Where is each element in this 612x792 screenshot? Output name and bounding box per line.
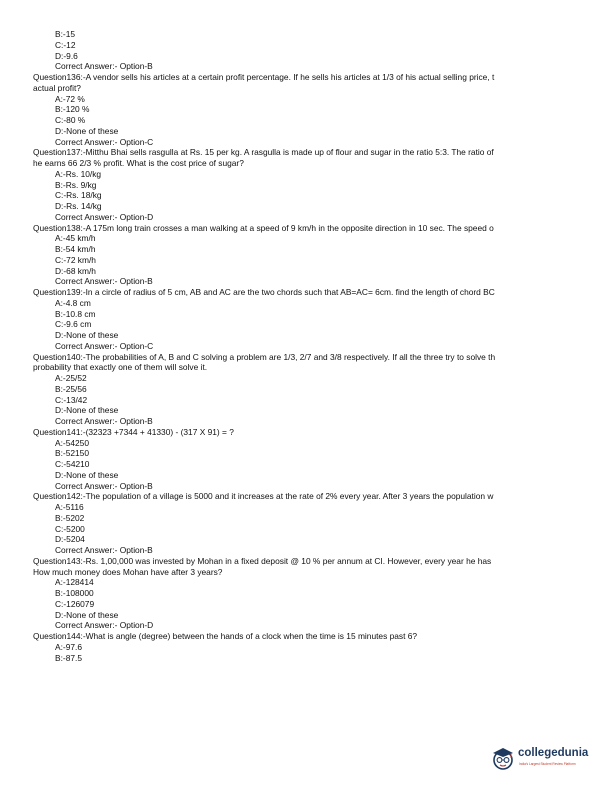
answer-option: A:-97.6 xyxy=(55,641,83,652)
answer-option: B:-10.8 cm xyxy=(55,308,96,319)
question-text-continued: How much money does Mohan have after 3 years? xyxy=(33,566,223,577)
answer-option: B:-5202 xyxy=(55,512,85,523)
answer-option: A:-5116 xyxy=(55,502,84,512)
correct-answer: Correct Answer:- Option-B xyxy=(55,480,153,491)
question-text: Question140:-The probabilities of A, B and C solving a problem are 1/3, 2/7 and 3/8 respectively. If all the three try to solve th xyxy=(33,351,496,362)
question-document xyxy=(0,29,612,663)
answer-option: A:-128414 xyxy=(55,577,94,588)
correct-answer: Correct Answer:- Option-D xyxy=(55,620,154,631)
correct-answer: Correct Answer:- Option-B xyxy=(55,276,153,287)
question-text: Question137:-Mitthu Bhai sells rasgulla at Rs. 15 per kg. A rasgulla is made up of flour and sugar in the ratio 5:3. The ratio of xyxy=(33,147,494,158)
answer-option: B:-Rs. 9/kg xyxy=(55,179,97,190)
answer-option: A:-4.8 cm xyxy=(55,297,91,308)
answer-option: D:-68 km/h xyxy=(55,265,96,276)
answer-option: D:-None of these xyxy=(55,609,119,620)
answer-option: D:-Rs. 14/kg xyxy=(55,201,102,211)
question-text: Question141:-(32323 +7344 + 41330) - (317 X 91) = ? xyxy=(33,426,234,437)
answer-option: B:-54 km/h xyxy=(55,244,96,254)
answer-option: C:-5200 xyxy=(55,523,85,534)
question-text: Question136:-A vendor sells his articles at a certain profit percentage. If he sells his articles at 1/3 of his actual selling price, t xyxy=(33,72,495,82)
correct-answer: Correct Answer:- Option-B xyxy=(55,61,153,72)
answer-option: D:-None of these xyxy=(55,405,119,416)
question-text: Question143:-Rs. 1,00,000 was invested by Mohan in a fixed deposit @ 10 % per annum at CI. However, every year he has xyxy=(33,555,492,566)
correct-answer: Correct Answer:- Option-C xyxy=(55,136,154,147)
answer-option: C:-72 km/h xyxy=(55,254,96,265)
answer-option: B:-25/56 xyxy=(55,383,87,394)
answer-option: B:-87.5 xyxy=(55,652,83,663)
answer-option: D:-9.6 xyxy=(55,50,78,61)
question-text: Question142:-The population of a village is 5000 and it increases at the rate of 2% every year. After 3 years the population w xyxy=(33,491,494,502)
answer-option: C:-Rs. 18/kg xyxy=(55,190,102,201)
logo-name: collegedunia xyxy=(518,747,589,759)
answer-option: C:-80 % xyxy=(55,115,86,125)
answer-option: D:-None of these xyxy=(55,469,119,480)
answer-option: A:-54250 xyxy=(55,437,89,448)
answer-option: C:-13/42 xyxy=(55,394,88,405)
correct-answer: Correct Answer:- Option-B xyxy=(55,545,153,555)
correct-answer: Correct Answer:- Option-D xyxy=(55,211,154,222)
correct-answer: Correct Answer:- Option-B xyxy=(55,416,153,426)
question-text-continued: actual profit? xyxy=(33,82,81,93)
question-text: Question144:-What is angle (degree) between the hands of a clock when the time is 15 minutes past 6? xyxy=(33,631,418,641)
answer-option: A:-Rs. 10/kg xyxy=(55,168,102,179)
collegedunia-logo xyxy=(490,743,600,773)
answer-option: B:-108000 xyxy=(55,588,94,598)
answer-option: C:-9.6 cm xyxy=(55,319,92,330)
answer-option: B:-15 xyxy=(55,29,76,39)
answer-option: D:-5204 xyxy=(55,534,85,545)
answer-option: D:-None of these xyxy=(55,125,119,136)
answer-option: A:-72 % xyxy=(55,93,85,104)
answer-option: A:-45 km/h xyxy=(55,233,96,244)
graduate-mascot-icon xyxy=(490,745,516,771)
answer-option: C:-12 xyxy=(55,39,76,50)
answer-option: B:-52150 xyxy=(55,448,89,459)
answer-option: C:-126079 xyxy=(55,598,95,609)
answer-option: B:-120 % xyxy=(55,104,90,115)
question-text: Question139:-In a circle of radius of 5 cm, AB and AC are the two chords such that AB=AC= 6cm. find the length of chord BC xyxy=(33,287,495,297)
question-text-continued: probability that exactly one of them will solve it. xyxy=(33,362,208,373)
question-text: Question138:-A 175m long train crosses a man walking at a speed of 9 km/h in the opposite direction in 10 sec. The speed o xyxy=(33,222,494,233)
question-text-continued: he earns 66 2/3 % profit. What is the cost price of sugar? xyxy=(33,158,244,168)
correct-answer: Correct Answer:- Option-C xyxy=(55,340,154,351)
answer-option: A:-25/52 xyxy=(55,373,87,383)
logo-tagline: India's Largest Student Review Platform xyxy=(519,762,576,766)
answer-option: D:-None of these xyxy=(55,330,119,340)
answer-option: C:-54210 xyxy=(55,459,90,469)
